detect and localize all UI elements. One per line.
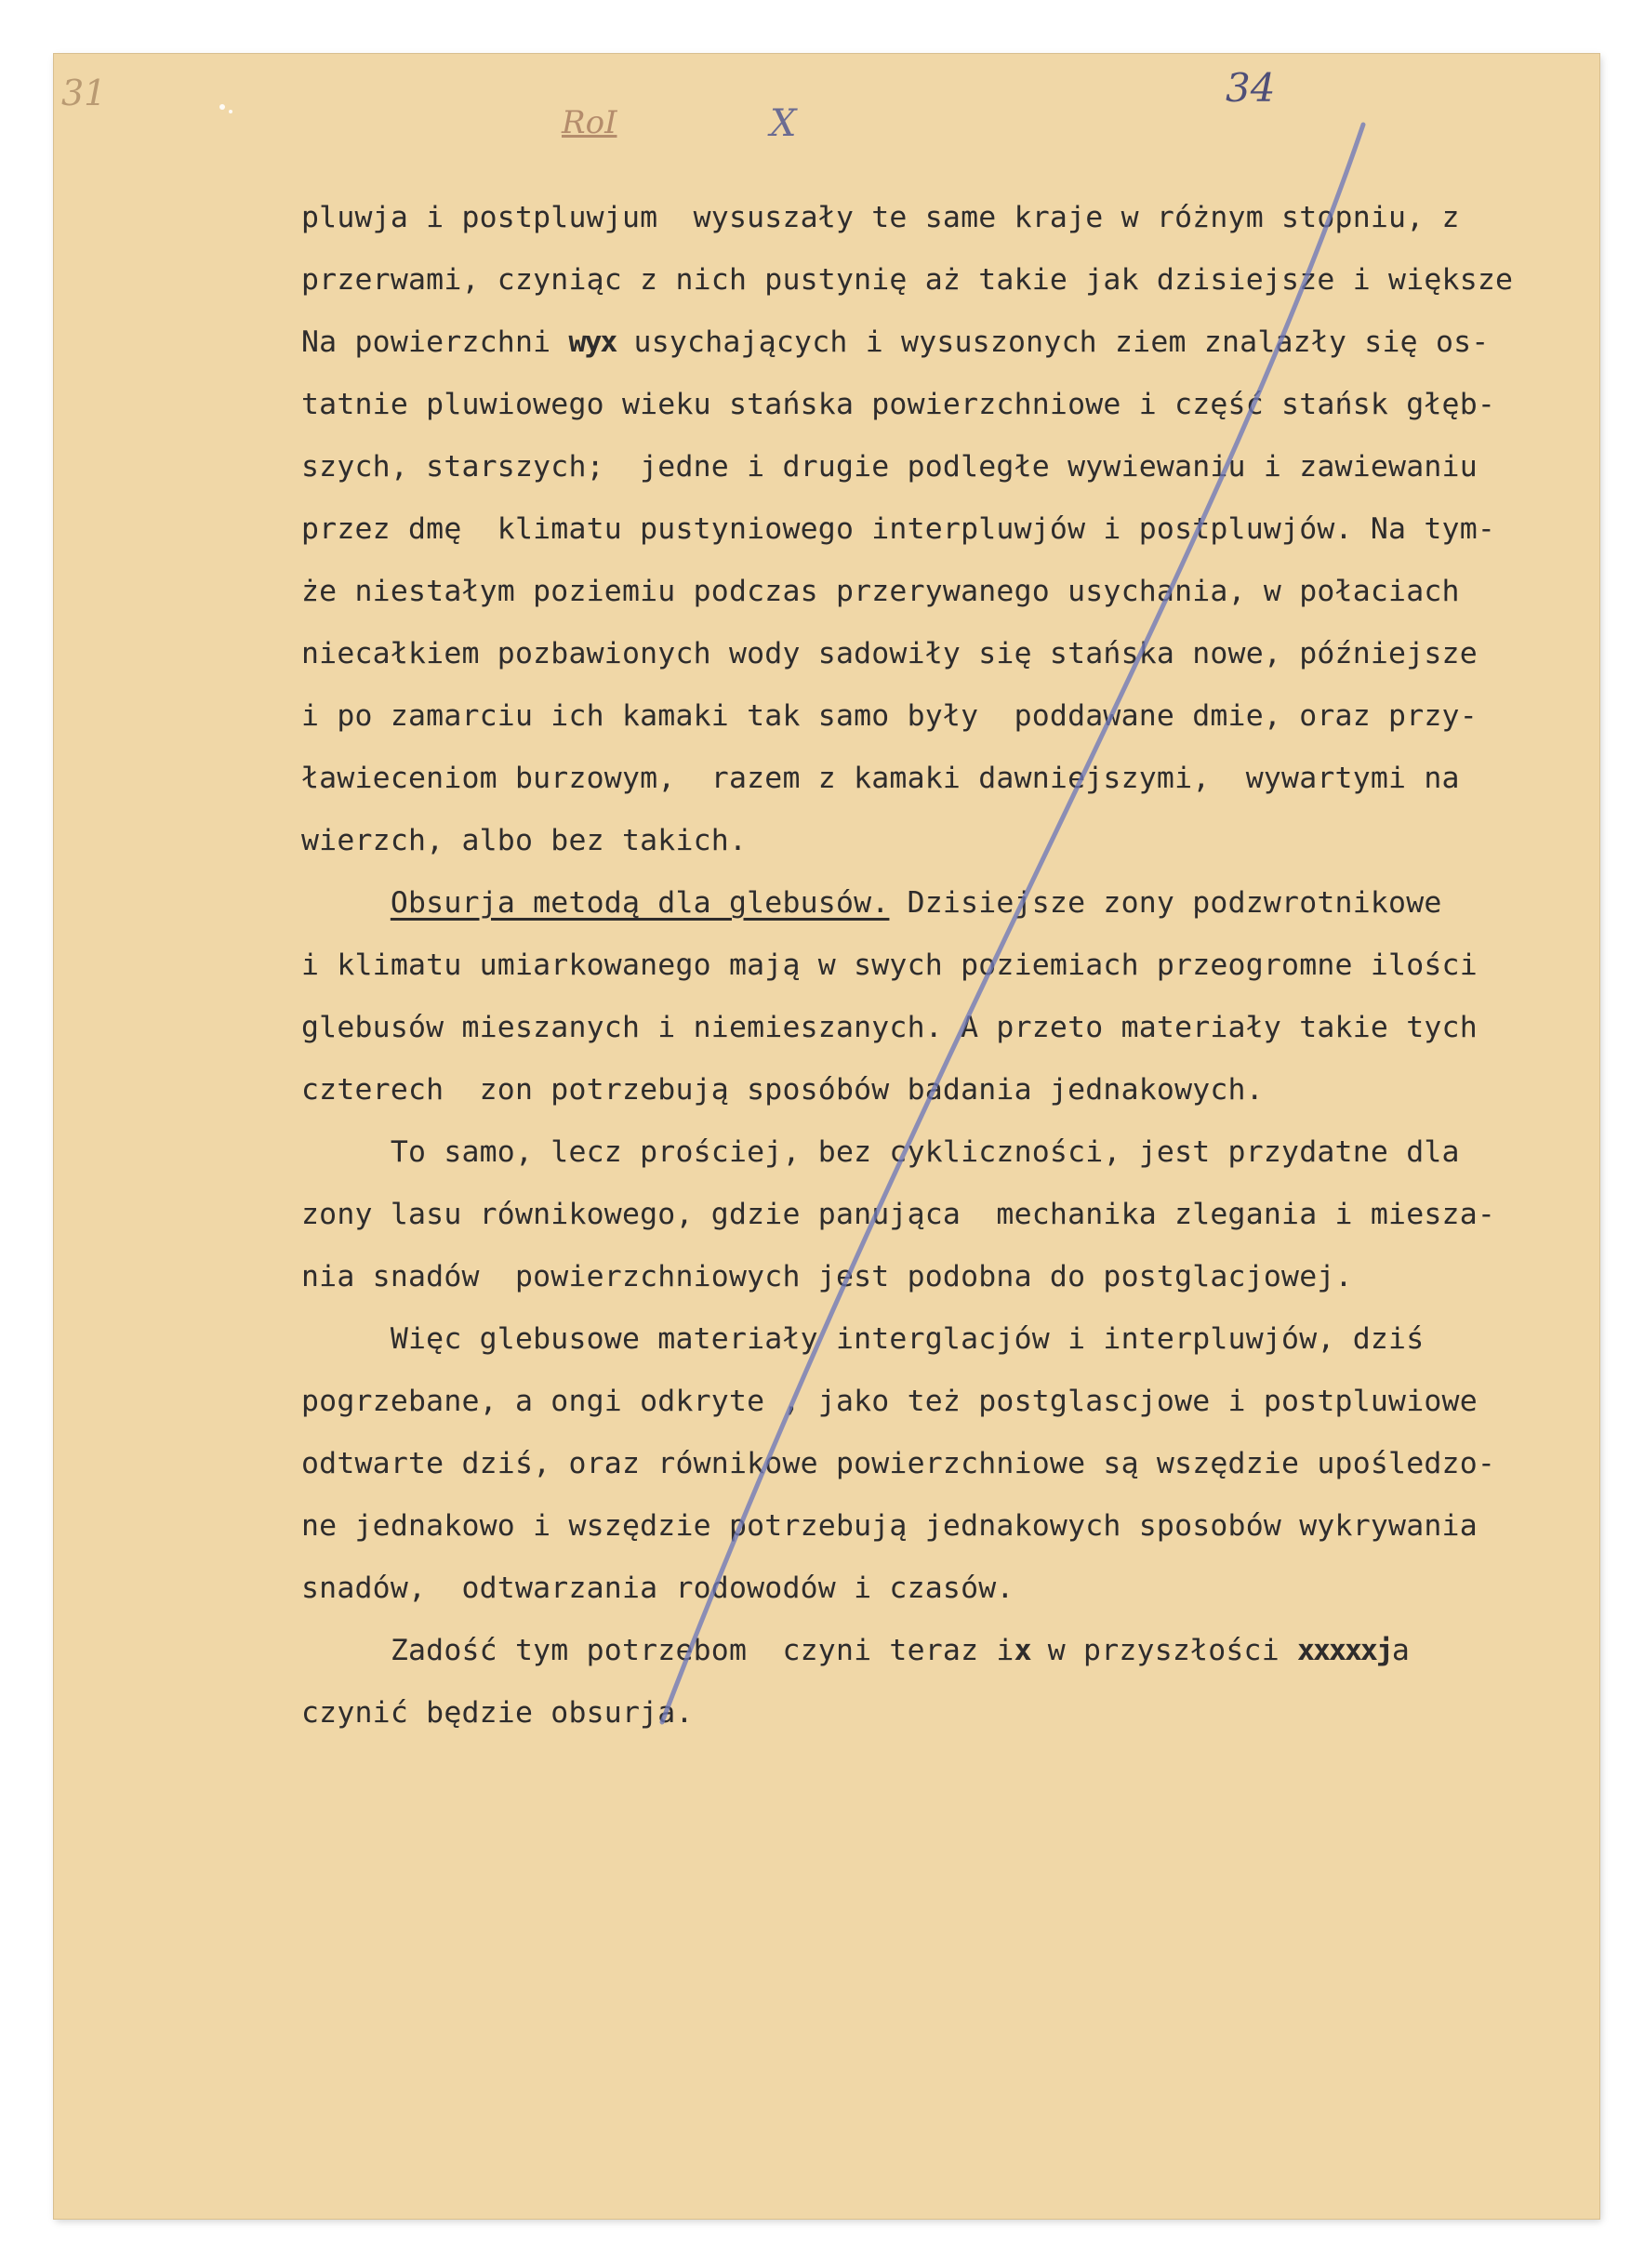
text-line: To samo, lecz prościej, bez cykliczności, jest przydatne dla <box>301 1135 1460 1169</box>
text-segment: Na powierzchni <box>301 325 569 359</box>
text-line: czterech zon potrzebują sposóbów badania jednakowych. <box>301 1073 1264 1107</box>
section-heading: Obsurja metodą dla glebusów. <box>390 886 890 920</box>
text-line: ławieceniom burzowym, razem z kamaki dawniejszymi, wywartymi na <box>301 762 1460 795</box>
text-line: przez dmę klimatu pustyniowego interpluwjów i postpluwjów. Na tym- <box>301 512 1496 546</box>
text-line: że niestałym poziemiu podczas przerywanego usychania, w połaciach <box>301 575 1460 608</box>
text-line: przerwami, czyniąc z nich pustynię aż takie jak dzisiejsze i większe <box>301 263 1514 297</box>
text-line: pogrzebane, a ongi odkryte , jako też postglascjowe i postpluwiowe <box>301 1385 1478 1418</box>
text-segment: Dzisiejsze zony podzwrotnikowe <box>889 886 1442 920</box>
text-line: snadów, odtwarzania rodowodów i czasów. <box>301 1572 1014 1605</box>
text-line: wierzch, albo bez takich. <box>301 824 748 857</box>
text-segment: a <box>1391 1634 1411 1667</box>
text-line: nia snadów powierzchniowych jest podobna do postglacjowej. <box>301 1260 1353 1293</box>
text-line <box>301 872 1603 935</box>
cross-mark: X <box>770 102 797 145</box>
archive-mark: RoI <box>562 104 617 141</box>
text-line: tatnie pluwiowego wieku stańska powierzchniowe i część stańsk głęb- <box>301 388 1496 421</box>
text-line: i po zamarciu ich kamaki tak samo były poddawane dmie, oraz przy- <box>301 699 1478 733</box>
text-segment: usychających i wysuszonych ziem znalazły się os- <box>616 325 1490 359</box>
struck-out-word: x <box>1014 1634 1030 1667</box>
text-segment: Zadość tym potrzebom czyni teraz i <box>301 1634 1014 1667</box>
text-line: odtwarte dziś, oraz równikowe powierzchniowe są wszędzie upośledzo- <box>301 1447 1496 1480</box>
punch-hole <box>219 104 225 110</box>
text-segment: w przyszłości <box>1029 1634 1298 1667</box>
folio-number-right: 34 <box>1226 65 1276 111</box>
text-line: Więc glebusowe materiały interglacjów i interpluwjów, dziś <box>301 1322 1425 1356</box>
text-line: pluwja i postpluwjum wysuszały te same kraje w różnym stopniu, z <box>301 201 1460 234</box>
punch-hole <box>229 110 232 113</box>
text-segment <box>301 886 391 920</box>
text-line: niecałkiem pozbawionych wody sadowiły się stańska nowe, późniejsze <box>301 637 1478 670</box>
text-line <box>301 1620 1603 1682</box>
text-line: szych, starszych; jedne i drugie podległe wywiewaniu i zawiewaniu <box>301 450 1478 484</box>
text-line: glebusów mieszanych i niemieszanych. A przeto materiały takie tych <box>301 1011 1478 1044</box>
struck-out-word: wyx <box>568 325 617 359</box>
typed-text-body <box>301 187 1603 1744</box>
text-line: czynić będzie obsurja. <box>301 1696 694 1730</box>
text-line: i klimatu umiarkowanego mają w swych poziemiach przeogromne ilości <box>301 948 1478 982</box>
folio-number-left: 31 <box>61 73 107 113</box>
text-line: ne jednakowo i wszędzie potrzebują jednakowych sposobów wykrywania <box>301 1509 1478 1543</box>
text-line: zony lasu równikowego, gdzie panująca mechanika zlegania i miesza- <box>301 1198 1496 1231</box>
struck-out-word: xxxxxj <box>1297 1634 1392 1667</box>
text-line <box>301 312 1603 374</box>
